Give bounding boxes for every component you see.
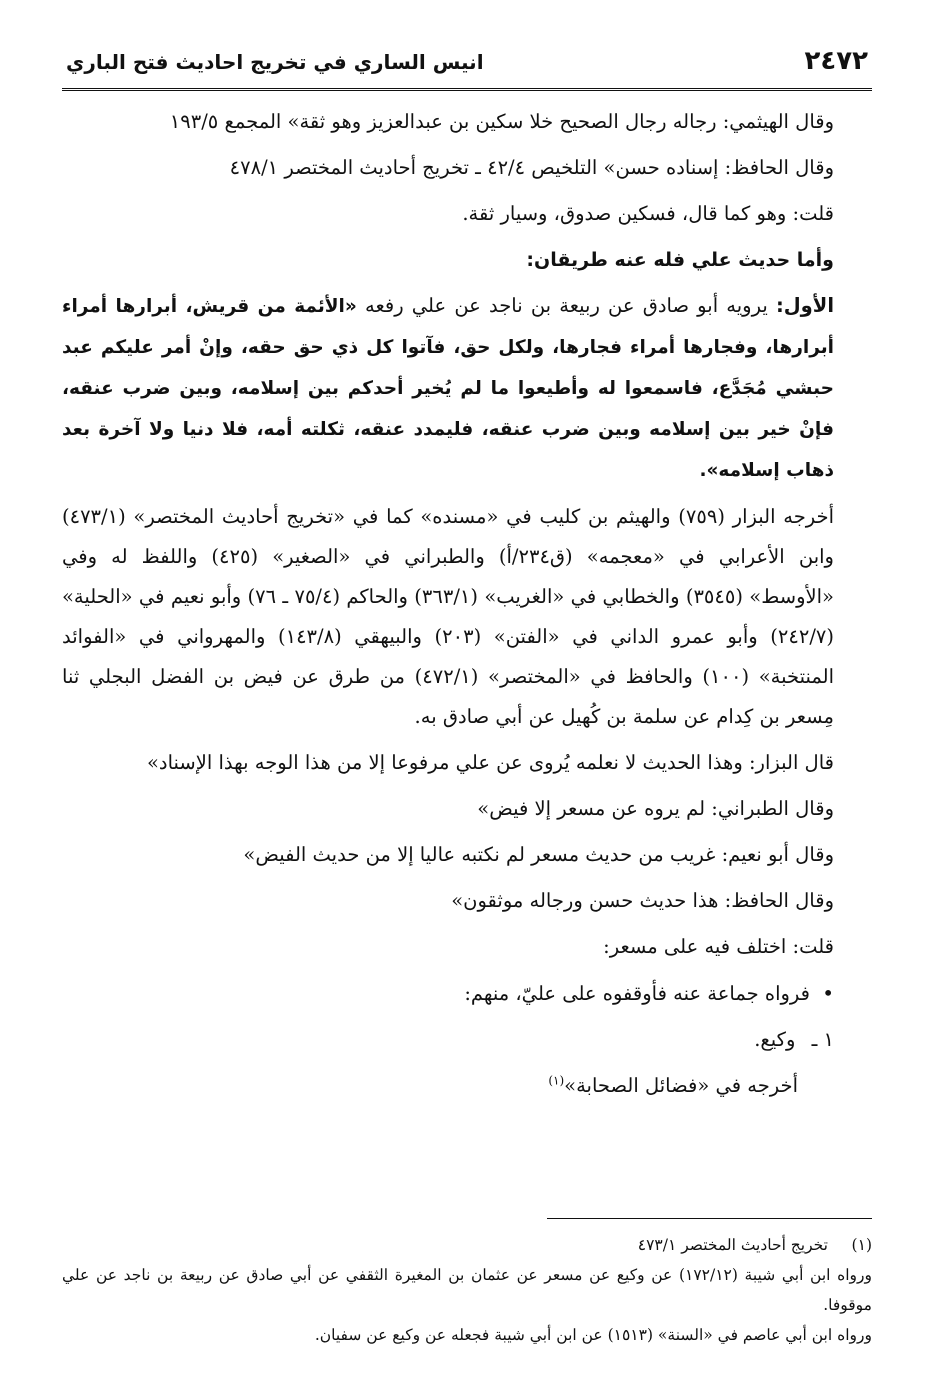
footnote-number: (١) — [851, 1236, 872, 1254]
main-text — [62, 102, 872, 1112]
running-title: انيس الساري في تخريج احاديث فتح الباري — [66, 50, 484, 74]
first-route-intro: يرويه أبو صادق عن ربيعة بن ناجد عن علي رفعه — [365, 294, 768, 317]
hadith-text: «الأئمة من قريش، أبرارها أمراء أبرارها، وفجارها أمراء فجارها، ولكل حق، فآتوا كل ذي حق حقه، وإنْ أمر عليكم عبد حبشي مُجَدَّع، فاسمعوا له وأطيعوا ما لم يُخير أحدكم بين إسلامه، وبين ضرب عنقه، فإنْ خير بين إسلامه وبين ضرب عنقه، فليمدد عنقه، ثكلته أمه، فلا دنيا ولا آخرة بعد ذهاب إسلامه». — [62, 296, 834, 481]
footnote-line-3: ورواه ابن أبي عاصم في «السنة» (١٥١٣) عن ابن أبي شيبة فجعله عن وكيع عن سفيان. — [314, 1326, 872, 1344]
paragraph-fadail — [62, 1066, 872, 1106]
paragraph-abu-nuaym: وقال أبو نعيم: غريب من حديث مسعر لم نكتبه عاليا إلا من حديث الفيض» — [243, 843, 834, 866]
paragraph-hafiz-2: وقال الحافظ: هذا حديث حسن ورجاله موثقون» — [451, 889, 834, 912]
footnote-reference[interactable]: (١) — [548, 1073, 565, 1088]
bullet-icon: • — [822, 981, 834, 1005]
page-header — [62, 40, 872, 91]
list-item — [62, 1020, 872, 1060]
footnote-divider — [547, 1218, 872, 1219]
list-item-number: ١ ـ — [811, 1028, 834, 1051]
paragraph-haythami: وقال الهيثمي: رجاله رجال الصحيح خلا سكين بن عبدالعزيز وهو ثقة» المجمع ١٩٣/٥ — [169, 110, 834, 133]
first-route-label: الأول: — [775, 294, 835, 317]
paragraph-qultu-2: قلت: اختلف فيه على مسعر: — [603, 935, 834, 958]
footnotes — [62, 1230, 872, 1350]
paragraph-tabarani: وقال الطبراني: لم يروه عن مسعر إلا فيض» — [477, 797, 834, 820]
bullet-text: فرواه جماعة عنه فأوقفوه على عليّ، منهم: — [464, 982, 810, 1005]
document-page — [62, 40, 872, 1360]
paragraph-qultu-1: قلت: وهو كما قال، فسكين صدوق، وسيار ثقة. — [462, 202, 834, 225]
paragraph-bazzar: قال البزار: وهذا الحديث لا نعلمه يُروى عن علي مرفوعا إلا من هذا الوجه بهذا الإسناد» — [146, 751, 834, 774]
paragraph-takhrij: أخرجه البزار (٧٥٩) والهيثم بن كليب في «مسنده» كما في «تخريج أحاديث المختصر» (٤٧٣/١) وابن الأعرابي في «معجمه» (ق٢٣٤/أ) والطبراني في «الصغير» (٤٢٥) واللفظ له وفي «الأوسط» (٣٥٤٥) والخطابي في «الغريب» (٣٦٣/١) والحاكم (٧٥/٤ ـ ٧٦) وأبو نعيم في «الحلية» (٢٤٢/٧) وأبو عمرو الداني في «الفتن» (٢٠٣) والبيهقي (١٤٣/٨) والمهرواني في «الفوائد المنتخبة» (١٠٠) والحافظ في «المختصر» (٤٧٢/١) من طرق عن فيض بن الفضل البجلي ثنا مِسعر بن كِدام عن سلمة بن كُهيل عن أبي صادق به. — [62, 505, 834, 728]
page-number: ٢٤٧٢ — [804, 46, 868, 76]
footnote-line-2: ورواه ابن أبي شيبة (١٧٢/١٢) عن وكيع عن مسعر عن عثمان بن المغيرة الثقفي عن أبي صادق عن ربيعة بن ناجد عن علي موقوفا. — [62, 1266, 872, 1314]
section-heading: وأما حديث علي فله عنه طريقان: — [526, 249, 834, 271]
footnote-line-1: تخريج أحاديث المختصر ٤٧٣/١ — [637, 1236, 828, 1254]
paragraph-first-route — [62, 286, 872, 491]
bullet-paragraph — [62, 973, 872, 1014]
paragraph-hafiz-1: وقال الحافظ: إسناده حسن» التلخيص ٤٢/٤ ـ تخريج أحاديث المختصر ٤٧٨/١ — [229, 156, 834, 179]
list-item-text: وكيع. — [754, 1028, 796, 1051]
footnote-1 — [62, 1230, 872, 1260]
fadail-text: أخرجه في «فضائل الصحابة» — [564, 1074, 798, 1097]
